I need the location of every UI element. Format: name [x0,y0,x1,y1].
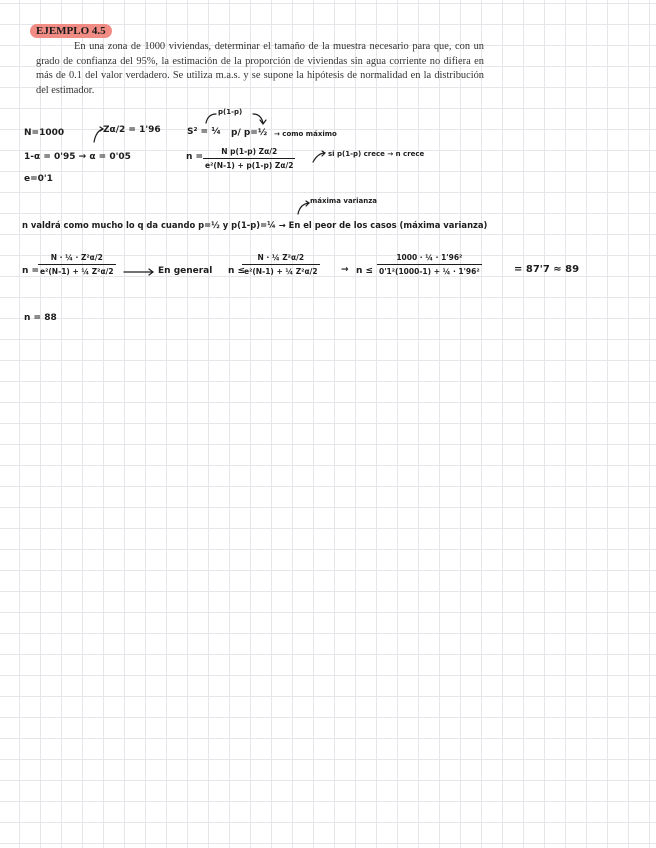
formula-numerator: N p(1-p) Zα/2 [221,147,278,156]
formula-lhs: n = [186,152,204,162]
variance-comment: → como máximo [274,130,337,138]
variance-label: p(1-p) [218,108,243,116]
example-statement: En una zona de 1000 viviendas, determinar el tamaño de la muestra necesario para que, con un grado de confianza del 95%, la estimación de la proporción de viviendas sin agua corriente no difiera en más de 0.1 del valor verdadero. Se utiliza m.a.s. y se supone la hipótesis de normalidad en la distribución del estimador. [36,41,484,96]
general-label: En general [158,266,213,276]
given-z-value: Zα/2 = 1'96 [103,125,161,135]
numeric-fraction [377,253,482,276]
numeric-numerator: 1000 · ¼ · 1'96² [396,253,463,262]
max-variance-label: máxima varianza [310,197,378,205]
general-lhs2: n ≤ [228,266,246,276]
general-arrow: → [341,265,349,275]
general-denominator: e²(N-1) + ¼ Z²α/2 [38,264,116,276]
max-variance-sentence: n valdrá como mucho lo q da cuando p=½ y p(1-p)=¼ → En el peor de los casos (máxima varianza) [22,220,488,230]
general-numerator: N · ¼ · Z²α/2 [50,253,103,262]
formula-comment: si p(1-p) crece → n crece [328,150,425,158]
general-fraction [38,253,116,276]
general-fraction-2 [242,253,320,276]
numeric-denominator: 0'1²(1000-1) + ¼ · 1'96² [377,264,482,276]
formula-denominator: e²(N-1) + p(1-p) Zα/2 [203,158,295,170]
example-title: EJEMPLO 4.5 [30,24,112,38]
general-lhs: n = [22,266,40,276]
final-answer: n = 88 [24,313,57,323]
given-population: N=1000 [24,128,65,138]
general-lhs3: n ≤ [356,266,374,276]
variance-condition: p/ p=½ [231,128,268,138]
general-numerator-2: N · ¼ Z²α/2 [257,253,305,262]
numeric-result: = 87'7 ≈ 89 [514,264,580,275]
given-confidence: 1-α = 0'95 → α = 0'05 [24,152,131,162]
variance-s2: S² = ¹⁄₄ [187,127,221,137]
general-denominator-2: e²(N-1) + ¼ Z²α/2 [242,264,320,276]
given-error: e=0'1 [24,174,53,184]
formula-fraction [203,147,295,170]
